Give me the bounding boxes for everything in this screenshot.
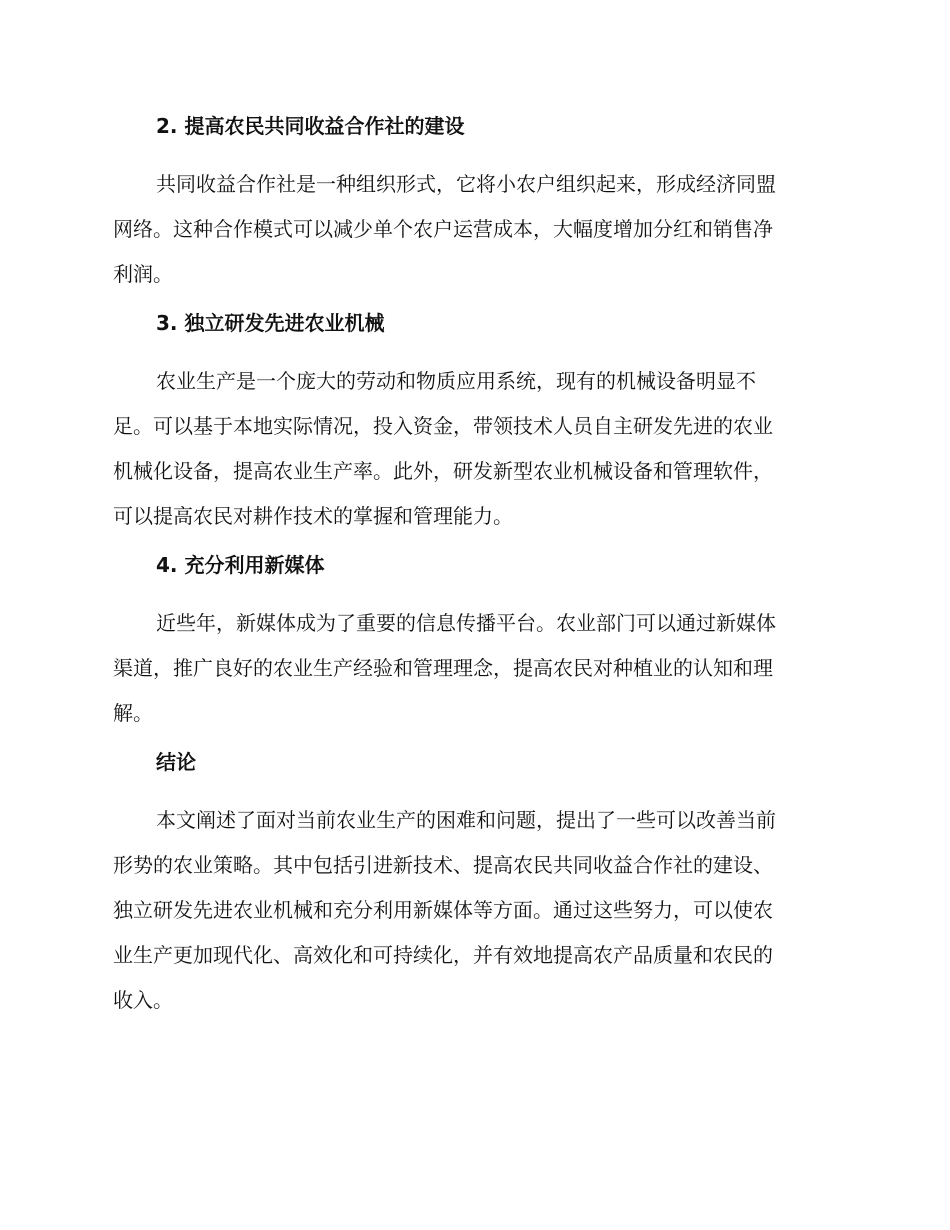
- paragraph-line: 独立研发先进农业机械和充分利用新媒体等方面。通过这些努力，可以使农: [113, 898, 773, 922]
- section-heading: 结论: [156, 750, 196, 774]
- paragraph-line: 网络。这种合作模式可以减少单个农户运营成本，大幅度增加分红和销售净: [113, 217, 773, 241]
- paragraph-line: 足。可以基于本地实际情况，投入资金，带领技术人员自主研发先进的农业: [113, 414, 773, 438]
- section-paragraph: [113, 359, 831, 539]
- paragraph-line: 业生产更加现代化、高效化和可持续化，并有效地提高农产品质量和农民的: [113, 943, 773, 967]
- section-paragraph: [113, 601, 831, 736]
- section-paragraph: [113, 798, 831, 1023]
- paragraph-line: 本文阐述了面对当前农业生产的困难和问题，提出了一些可以改善当前: [156, 808, 776, 832]
- section-machinery: [113, 307, 831, 539]
- section-heading: 4. 充分利用新媒体: [156, 553, 325, 577]
- paragraph-line: 共同收益合作社是一种组织形式，它将小农户组织起来，形成经济同盟: [156, 172, 776, 196]
- section-heading: 2. 提高农民共同收益合作社的建设: [156, 114, 465, 138]
- paragraph-line: 机械化设备，提高农业生产率。此外，研发新型农业机械设备和管理软件，: [113, 459, 773, 483]
- paragraph-line: 形势的农业策略。其中包括引进新技术、提高农民共同收益合作社的建设、: [113, 853, 773, 877]
- paragraph-line: 利润。: [113, 262, 173, 286]
- paragraph-line: 农业生产是一个庞大的劳动和物质应用系统，现有的机械设备明显不: [156, 369, 756, 393]
- section-heading: 3. 独立研发先进农业机械: [156, 311, 385, 335]
- section-new-media: [113, 549, 831, 736]
- paragraph-line: 可以提高农民对耕作技术的掌握和管理能力。: [113, 504, 513, 528]
- paragraph-line: 收入。: [113, 988, 173, 1012]
- section-paragraph: [113, 162, 831, 297]
- paragraph-line: 解。: [113, 701, 153, 725]
- paragraph-line: 渠道，推广良好的农业生产经验和管理理念，提高农民对种植业的认知和理: [113, 656, 773, 680]
- section-conclusion: [113, 746, 831, 1023]
- section-cooperative: [113, 110, 831, 297]
- paragraph-line: 近些年，新媒体成为了重要的信息传播平台。农业部门可以通过新媒体: [156, 611, 776, 635]
- document-page: [113, 110, 831, 1033]
